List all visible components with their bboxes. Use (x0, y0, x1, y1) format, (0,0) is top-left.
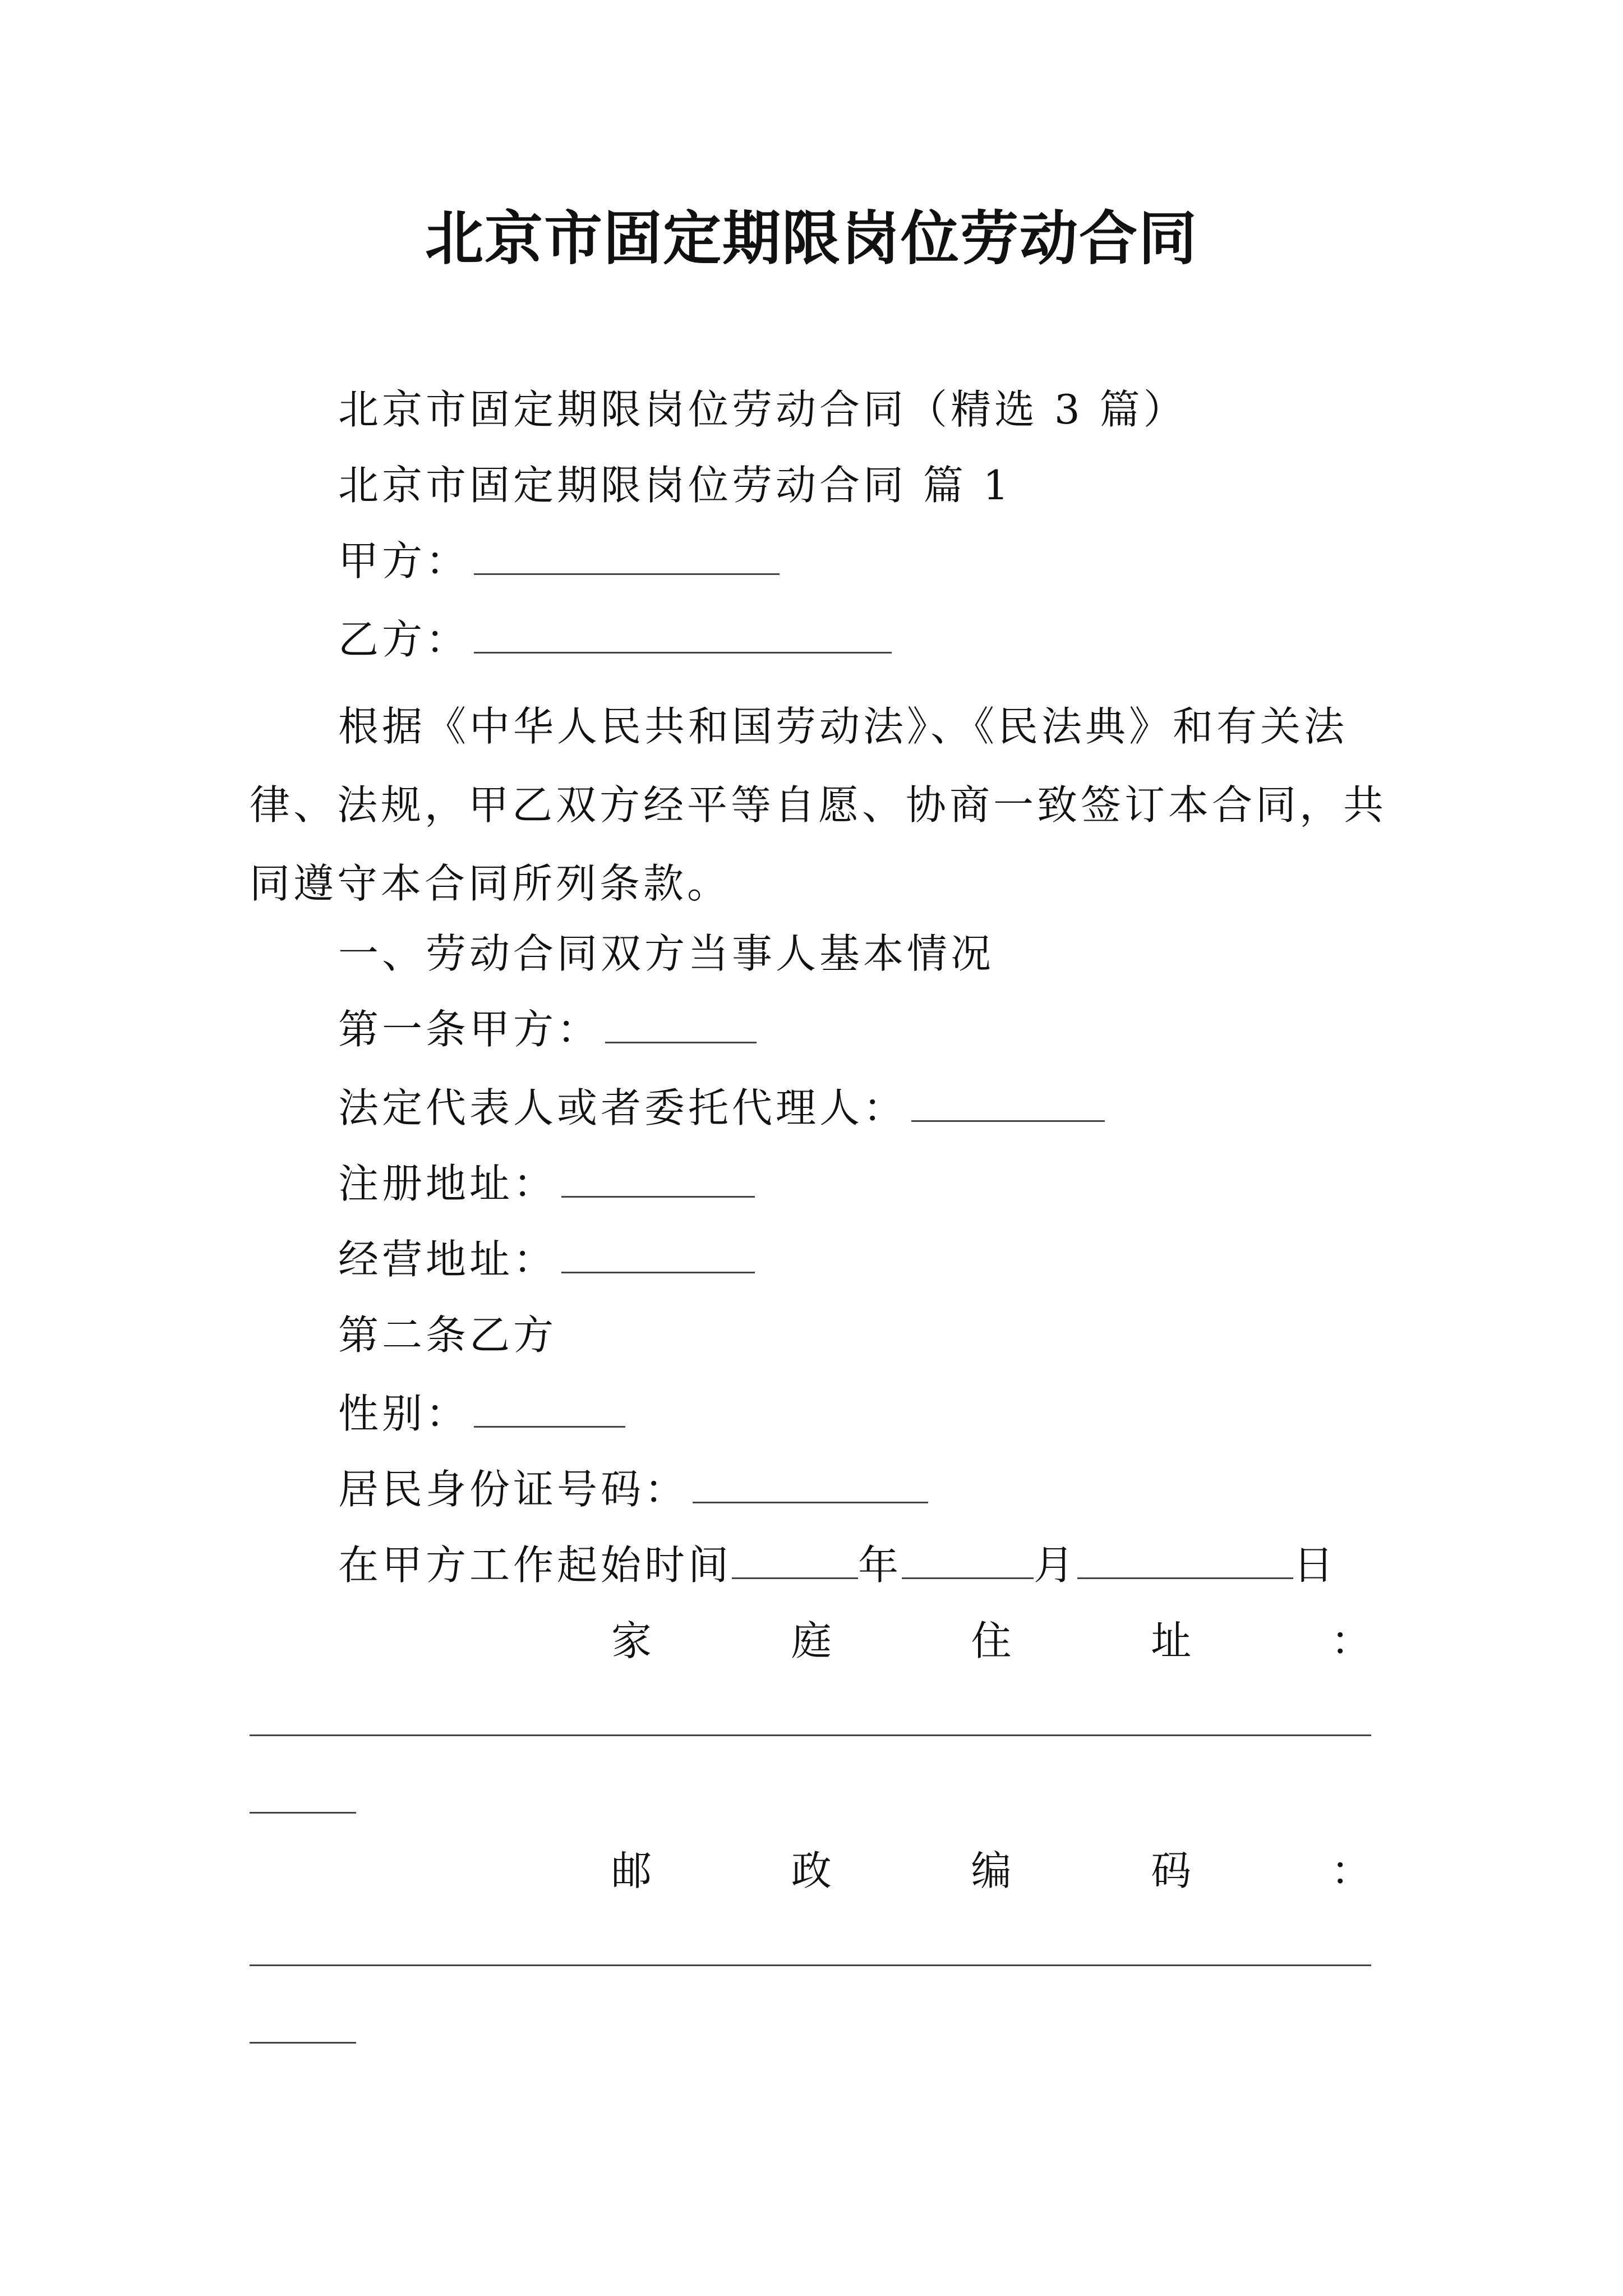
legal-rep-line (338, 1080, 1105, 1136)
legal-rep-blank[interactable] (911, 1081, 1105, 1122)
article-1-blank[interactable] (605, 1002, 757, 1043)
home-address-char: 庭 (791, 1617, 832, 1664)
party-a-label: 甲方： (338, 537, 470, 585)
home-address-char: 家 (611, 1617, 652, 1664)
postal-code-label (611, 1843, 1371, 1899)
registered-address-line (338, 1156, 755, 1212)
id-number-line (338, 1461, 928, 1517)
postal-code-char: 邮 (611, 1847, 652, 1894)
home-address-char: 址 (1151, 1617, 1192, 1664)
postal-code-blank[interactable] (250, 1964, 1371, 1966)
document-subtitle: 北京市固定期限岗位劳动合同（精选 3 篇） (338, 386, 1187, 433)
party-a-line (338, 533, 780, 589)
registered-address-blank[interactable] (561, 1157, 755, 1198)
party-a-blank[interactable] (474, 534, 780, 575)
year-label: 年 (858, 1542, 902, 1589)
article-1-label: 第一条甲方： (338, 1006, 601, 1053)
article-2-label: 第二条乙方 (338, 1312, 557, 1359)
business-address-label: 经营地址： (338, 1236, 557, 1283)
legal-rep-label: 法定代表人或者委托代理人： (338, 1084, 907, 1131)
section-title: 北京市固定期限岗位劳动合同 篇 1 (338, 462, 1012, 509)
id-number-blank[interactable] (693, 1462, 928, 1503)
day-label: 日 (1293, 1542, 1338, 1589)
party-b-blank[interactable] (474, 613, 892, 654)
postal-code-blank-continued[interactable] (250, 2042, 356, 2044)
business-address-line (338, 1231, 755, 1287)
heading-basic-info: 一、劳动合同双方当事人基本情况 (338, 930, 995, 977)
home-address-blank[interactable] (250, 1734, 1371, 1736)
party-b-line (338, 611, 892, 668)
month-label: 月 (1034, 1542, 1078, 1589)
start-month-blank[interactable] (902, 1538, 1034, 1579)
gender-blank[interactable] (474, 1387, 625, 1428)
start-day-blank[interactable] (1077, 1538, 1293, 1579)
article-1-line (338, 1001, 757, 1057)
home-address-label (611, 1613, 1371, 1669)
start-time-prefix: 在甲方工作起始时间 (338, 1542, 732, 1589)
document-title: 北京市固定期限岗位劳动合同 (425, 204, 1198, 273)
postal-code-char: 码 (1151, 1847, 1192, 1894)
registered-address-label: 注册地址： (338, 1160, 557, 1207)
start-time-line (338, 1537, 1337, 1593)
id-number-label: 居民身份证号码： (338, 1466, 689, 1513)
party-b-label: 乙方： (338, 616, 470, 663)
postal-code-char: 政 (791, 1847, 832, 1894)
gender-line (338, 1386, 625, 1442)
business-address-blank[interactable] (561, 1232, 755, 1273)
start-year-blank[interactable] (732, 1538, 858, 1579)
postal-code-char: 编 (971, 1847, 1012, 1894)
home-address-blank-continued[interactable] (250, 1812, 356, 1814)
gender-label: 性别： (338, 1390, 470, 1437)
home-address-char: ： (1330, 1617, 1371, 1664)
postal-code-char: ： (1330, 1847, 1371, 1894)
intro-paragraph: 根据《中华人民共和国劳动法》、《民法典》和有关法律、法规，甲乙双方经平等自愿、协商一致签订本合同，共同遵守本合同所列条款。 (250, 703, 1387, 907)
home-address-char: 住 (971, 1617, 1012, 1664)
